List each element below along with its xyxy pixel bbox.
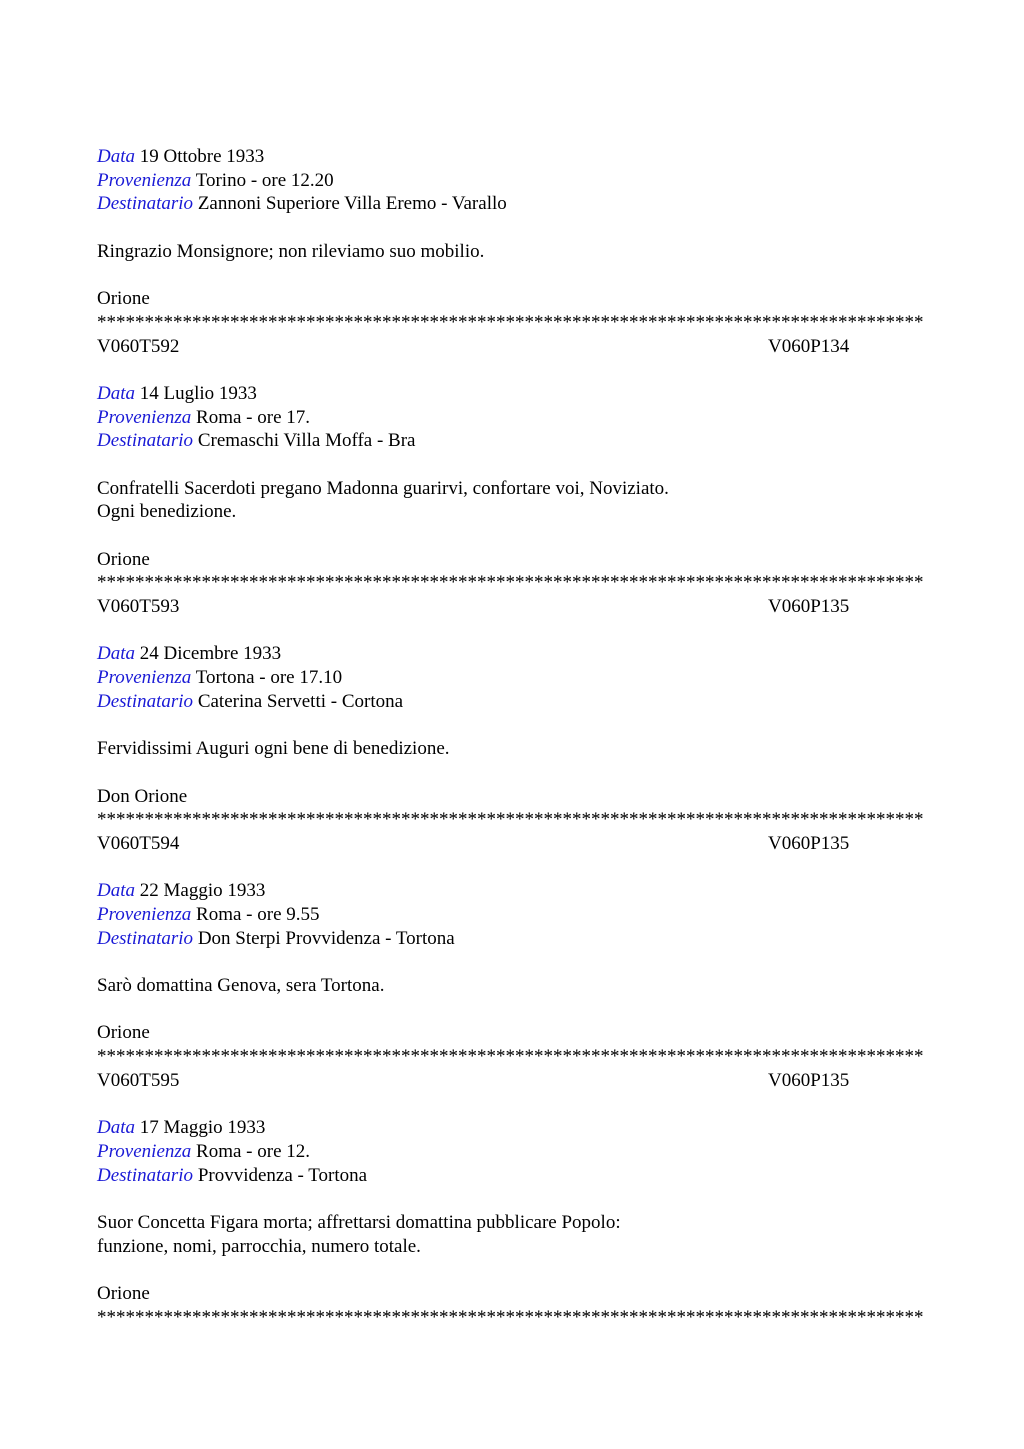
message-line: Fervidissimi Auguri ogni bene di benedizione. bbox=[97, 738, 450, 760]
document-page bbox=[97, 145, 927, 1329]
signature: Orione bbox=[97, 1283, 150, 1304]
recipient-label: Destinatario bbox=[97, 193, 194, 215]
date-line bbox=[97, 879, 927, 903]
message-line: Confratelli Sacerdoti pregano Madonna guarirvi, confortare voi, Noviziato. bbox=[97, 477, 669, 499]
recipient-value: Cremaschi Villa Moffa - Bra bbox=[197, 430, 416, 452]
date-value: 14 Luglio 1933 bbox=[139, 382, 257, 404]
separator: *************************************************************************************** bbox=[97, 572, 924, 594]
origin-line bbox=[97, 666, 927, 690]
telegram-id: V060T592 bbox=[97, 335, 180, 357]
recipient-value: Don Sterpi Provvidenza - Tortona bbox=[197, 927, 455, 949]
recipient-label: Destinatario bbox=[97, 1164, 194, 1186]
telegram-id: V060T594 bbox=[97, 832, 180, 854]
date-value: 22 Maggio 1933 bbox=[139, 880, 266, 902]
page-id: V060P134 bbox=[768, 335, 850, 357]
telegram-id: V060T593 bbox=[97, 596, 180, 618]
recipient-line bbox=[97, 690, 927, 714]
recipient-line bbox=[97, 1164, 927, 1188]
date-line bbox=[97, 642, 927, 666]
date-value: 24 Dicembre 1933 bbox=[139, 643, 282, 665]
date-label: Data bbox=[97, 1117, 135, 1139]
date-label: Data bbox=[97, 880, 135, 902]
date-line bbox=[97, 1116, 927, 1140]
origin-line bbox=[97, 1140, 927, 1164]
telegram-entry bbox=[97, 335, 927, 596]
message-line: funzione, nomi, parrocchia, numero totale. bbox=[97, 1235, 421, 1257]
message-line: Suor Concetta Figara morta; affrettarsi domattina pubblicare Popolo: bbox=[97, 1211, 621, 1233]
date-line bbox=[97, 382, 927, 406]
message-line: Ringrazio Monsignore; non rileviamo suo mobilio. bbox=[97, 240, 485, 262]
recipient-line bbox=[97, 429, 927, 453]
telegram-entry bbox=[97, 595, 927, 832]
message-line: Ogni benedizione. bbox=[97, 501, 237, 523]
date-label: Data bbox=[97, 643, 135, 665]
date-value: 19 Ottobre 1933 bbox=[139, 146, 265, 167]
origin-line bbox=[97, 406, 927, 430]
origin-label: Provenienza bbox=[97, 1140, 192, 1162]
telegram-entry bbox=[97, 145, 927, 335]
message-line: Sarò domattina Genova, sera Tortona. bbox=[97, 975, 385, 997]
origin-label: Provenienza bbox=[97, 904, 192, 925]
telegram-id: V060T595 bbox=[97, 1069, 180, 1091]
date-label: Data bbox=[97, 146, 135, 167]
id-row bbox=[97, 832, 927, 856]
telegram-entry bbox=[97, 1069, 927, 1330]
origin-line bbox=[97, 903, 927, 927]
separator: *************************************************************************************** bbox=[97, 809, 924, 831]
origin-value: Roma - ore 12. bbox=[196, 1140, 311, 1162]
origin-line bbox=[97, 169, 927, 193]
origin-value: Roma - ore 9.55 bbox=[196, 904, 320, 925]
signature: Orione bbox=[97, 548, 150, 570]
recipient-label: Destinatario bbox=[97, 690, 194, 712]
recipient-line bbox=[97, 192, 927, 216]
recipient-line bbox=[97, 927, 927, 951]
page-id: V060P135 bbox=[768, 1069, 850, 1091]
telegram-entry bbox=[97, 832, 927, 1069]
origin-value: Tortona - ore 17.10 bbox=[195, 667, 343, 689]
origin-value: Roma - ore 17. bbox=[196, 406, 311, 428]
origin-label: Provenienza bbox=[97, 406, 192, 428]
page-id: V060P135 bbox=[768, 596, 850, 618]
signature: Orione bbox=[97, 288, 150, 310]
recipient-value: Zannoni Superiore Villa Eremo - Varallo bbox=[197, 193, 507, 215]
date-line bbox=[97, 145, 927, 169]
recipient-value: Provvidenza - Tortona bbox=[197, 1164, 368, 1186]
separator: *************************************************************************************** bbox=[97, 1306, 924, 1328]
id-row bbox=[97, 595, 927, 619]
id-row bbox=[97, 1069, 927, 1093]
date-label: Data bbox=[97, 382, 135, 404]
origin-label: Provenienza bbox=[97, 169, 192, 191]
page-id: V060P135 bbox=[768, 832, 850, 854]
recipient-label: Destinatario bbox=[97, 927, 194, 949]
signature: Orione bbox=[97, 1022, 150, 1044]
origin-label: Provenienza bbox=[97, 667, 192, 689]
recipient-label: Destinatario bbox=[97, 430, 194, 452]
recipient-value: Caterina Servetti - Cortona bbox=[197, 690, 404, 712]
date-value: 17 Maggio 1933 bbox=[139, 1117, 266, 1139]
id-row bbox=[97, 335, 927, 359]
separator: *************************************************************************************** bbox=[97, 311, 924, 333]
origin-value: Torino - ore 12.20 bbox=[195, 169, 334, 191]
signature: Don Orione bbox=[97, 785, 188, 807]
separator: *************************************************************************************** bbox=[97, 1046, 924, 1068]
